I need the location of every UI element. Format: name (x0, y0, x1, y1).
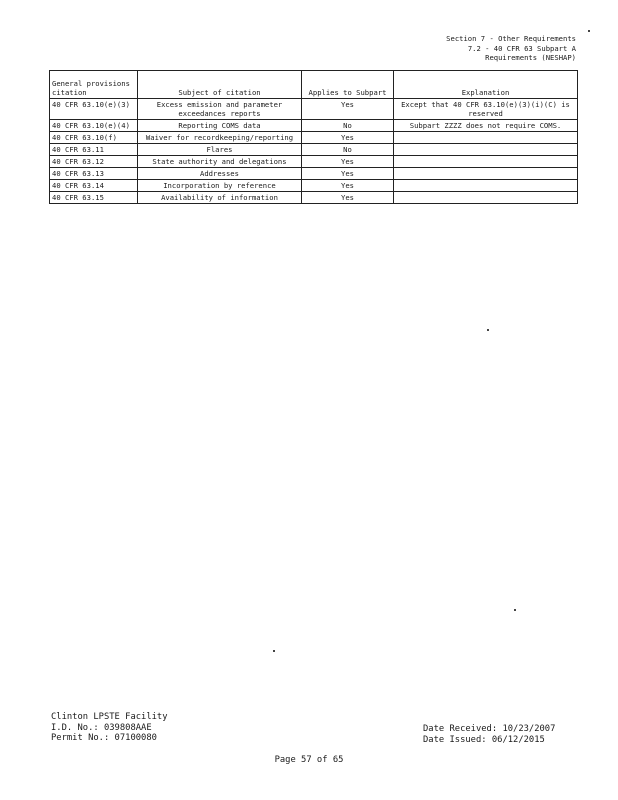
facility-id: I.D. No.: 039808AAE (51, 722, 152, 733)
scan-speck (588, 30, 590, 32)
page-number: Page 57 of 65 (274, 755, 344, 765)
cell-applies: Yes (302, 156, 394, 168)
header-line-1: Section 7 - Other Requirements (446, 34, 576, 43)
cell-applies: Yes (302, 168, 394, 180)
table-row (50, 180, 578, 192)
col-header-citation: General provisions citation (50, 71, 138, 99)
cell-citation: 40 CFR 63.10(e)(3) (50, 99, 138, 120)
header-line-3: Requirements (NESHAP) (485, 53, 576, 62)
cell-subject: Excess emission and parameter exceedances reports (138, 99, 302, 120)
cell-applies: No (302, 144, 394, 156)
cell-subject: Reporting COMS data (138, 120, 302, 132)
cell-applies: Yes (302, 192, 394, 204)
header-line-2: 7.2 - 40 CFR 63 Subpart A (467, 43, 576, 53)
cell-citation: 40 CFR 63.10(f) (50, 132, 138, 144)
col-header-explanation: Explanation (394, 71, 578, 99)
scan-speck (487, 329, 489, 331)
footer-dates-block (423, 724, 555, 745)
cell-explanation (394, 144, 578, 156)
cell-subject: Addresses (138, 168, 302, 180)
cell-citation: 40 CFR 63.12 (50, 156, 138, 168)
table-row (50, 132, 578, 144)
cell-citation: 40 CFR 63.11 (50, 144, 138, 156)
table-row (50, 192, 578, 204)
cell-citation: 40 CFR 63.14 (50, 180, 138, 192)
citation-table (49, 70, 578, 204)
table-row (50, 156, 578, 168)
section-header (446, 34, 576, 63)
table-row (50, 120, 578, 132)
cell-explanation (394, 168, 578, 180)
cell-applies: Yes (302, 180, 394, 192)
table-header-row (50, 71, 578, 99)
col-header-subject: Subject of citation (138, 71, 302, 99)
table-row (50, 99, 578, 120)
cell-explanation (394, 192, 578, 204)
cell-subject: Incorporation by reference (138, 180, 302, 192)
cell-explanation (394, 156, 578, 168)
date-issued: Date Issued: 06/12/2015 (423, 734, 545, 745)
cell-applies: Yes (302, 132, 394, 144)
scan-speck (273, 650, 275, 652)
cell-citation: 40 CFR 63.15 (50, 192, 138, 204)
cell-subject: Availability of information (138, 192, 302, 204)
cell-applies: No (302, 120, 394, 132)
cell-applies: Yes (302, 99, 394, 120)
cell-explanation: Subpart ZZZZ does not require COMS. (394, 120, 578, 132)
cell-explanation (394, 132, 578, 144)
cell-explanation: Except that 40 CFR 63.10(e)(3)(i)(C) is reserved (394, 99, 578, 120)
col-header-applies: Applies to Subpart (302, 71, 394, 99)
facility-name: Clinton LPSTE Facility (51, 712, 168, 722)
cell-subject: State authority and delegations (138, 156, 302, 168)
cell-subject: Waiver for recordkeeping/reporting (138, 132, 302, 144)
permit-number: Permit No.: 07100080 (51, 733, 157, 743)
table-row (50, 144, 578, 156)
cell-explanation (394, 180, 578, 192)
cell-citation: 40 CFR 63.13 (50, 168, 138, 180)
scan-speck (514, 609, 516, 611)
cell-subject: Flares (138, 144, 302, 156)
date-received: Date Received: 10/23/2007 (423, 724, 556, 734)
cell-citation: 40 CFR 63.10(e)(4) (50, 120, 138, 132)
footer-facility-block (51, 712, 168, 744)
table-row (50, 168, 578, 180)
